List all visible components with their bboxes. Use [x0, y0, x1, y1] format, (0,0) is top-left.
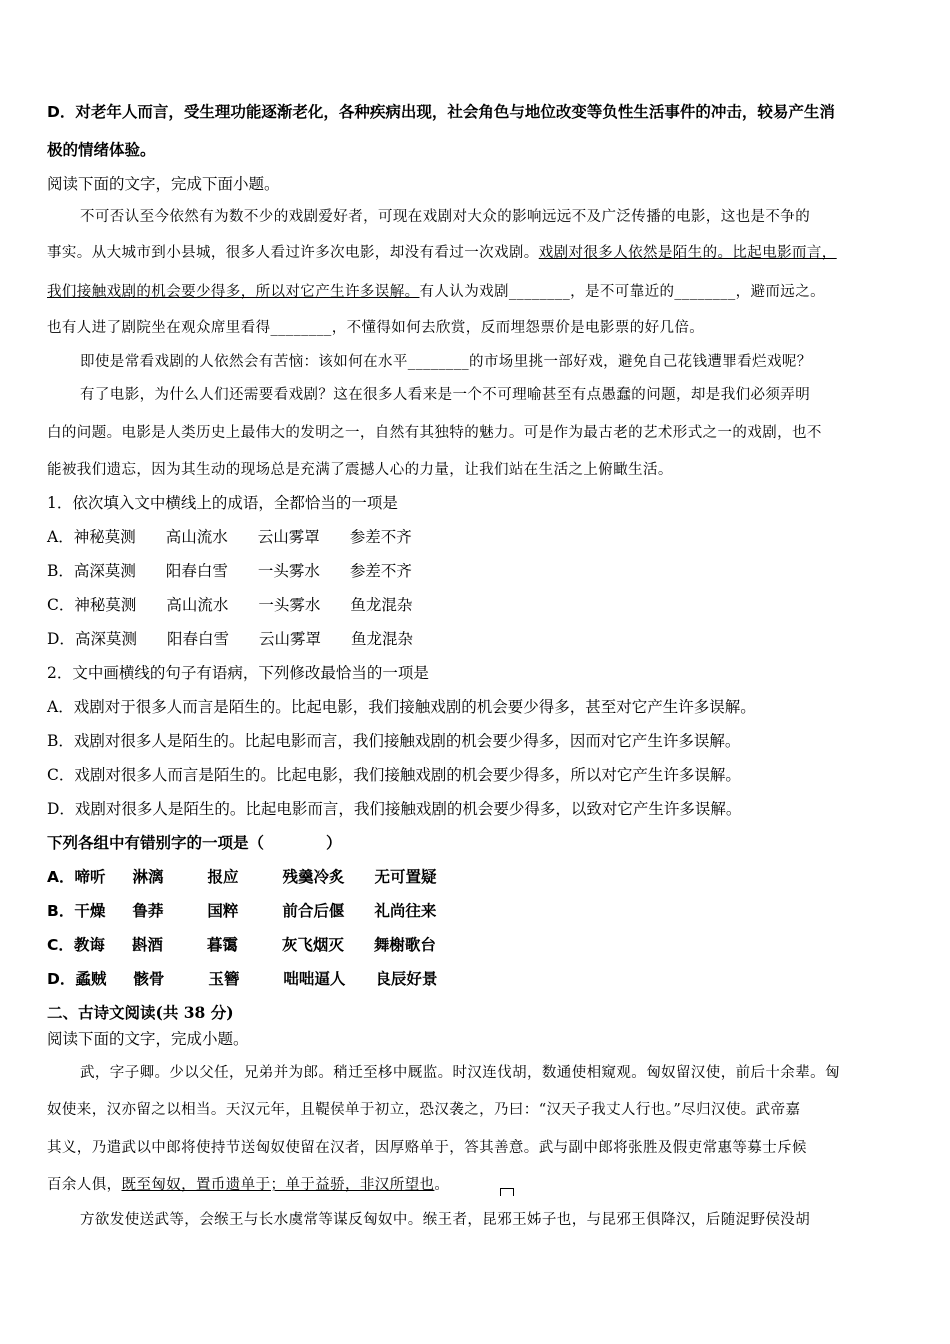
- passage-p1-line2: [47, 243, 837, 263]
- reading-instruction: 阅读下面的文字，完成下面小题。: [47, 175, 280, 193]
- section-2-instruction: 阅读下面的文字，完成小题。: [47, 1030, 249, 1048]
- classical-p2-line1: 方欲发使送武等，会缑王与长水虞常等谋反匈奴中。缑王者，昆邪王姊子也，与昆邪王俱降汉，后随浞野侯没胡: [80, 1212, 811, 1228]
- classical-p1-line1: 武，字子卿。少以父任，兄弟并为郎。稍迁至栘中厩监。时汉连伐胡，数通使相窥观。匈奴留汉使，前后十余辈。匈: [80, 1065, 840, 1081]
- q2-option-d[interactable]: D．戏剧对很多人是陌生的。比起电影而言，我们接触戏剧的机会要少得多，以致对它产生许多误解。: [47, 800, 742, 818]
- section-2-heading: 二、古诗文阅读(共 38 分): [47, 1003, 234, 1022]
- underlined-sentence: 既至匈奴，置币遗单于；单于益骄，非汉所望也: [121, 1177, 435, 1193]
- option-d-continued-line2: 极的情绪体验。: [47, 141, 156, 159]
- passage-p3-line2: 白的问题。电影是人类历史上最伟大的发明之一，自然有其独特的魅力。可是作为最古老的艺术形式之一的戏剧，也不: [47, 425, 822, 441]
- passage-p1-line4: 也有人进了剧院坐在观众席里看得________，不懂得如何去欣赏，反而埋怨票价是电影票的好几倍。: [47, 320, 705, 336]
- q1-option-a[interactable]: A．神秘莫测 高山流水 云山雾罩 参差不齐: [47, 528, 412, 546]
- option-d-continued-line1: D．对老年人而言，受生理功能逐渐老化，各种疾病出现，社会角色与地位改变等负性生活事件的冲击，较易产生消: [47, 103, 835, 121]
- question-2-stem: 2．文中画横线的句子有语病，下列修改最恰当的一项是: [47, 664, 429, 682]
- question-1-stem: 1．依次填入文中横线上的成语，全都恰当的一项是: [47, 494, 398, 512]
- passage-p3-line3: 能被我们遗忘，因为其生动的现场总是充满了震撼人心的力量，让我们站在生活之上俯瞰生活。: [47, 462, 673, 478]
- classical-p1-line3: 其义，乃遣武以中郎将使持节送匈奴使留在汉者，因厚赂单于，答其善意。武与副中郎将张胜及假吏常惠等募士斥候: [47, 1140, 807, 1156]
- text-cursor-mark: [500, 1188, 514, 1196]
- passage-p3-line1: 有了电影，为什么人们还需要看戏剧？这在很多人看来是一个不可理喻甚至有点愚蠢的问题，却是我们必须弄明: [80, 387, 811, 403]
- question-3-stem: 下列各组中有错别字的一项是（ ）: [47, 834, 342, 852]
- q2-option-a[interactable]: A．戏剧对于很多人而言是陌生的。比起电影，我们接触戏剧的机会要少得多，甚至对它产生许多误解。: [47, 698, 756, 716]
- q3-option-d[interactable]: D．蟊贼 骸骨 玉簪 咄咄逼人 良辰好景: [47, 970, 438, 988]
- q2-option-b[interactable]: B．戏剧对很多人是陌生的。比起电影而言，我们接触戏剧的机会要少得多，因而对它产生许多误解。: [47, 732, 741, 750]
- q2-option-c[interactable]: C．戏剧对很多人而言是陌生的。比起电影，我们接触戏剧的机会要少得多，所以对它产生许多误解。: [47, 766, 741, 784]
- passage-p1-line1: 不可否认至今依然有为数不少的戏剧爱好者，可现在戏剧对大众的影响远远不及广泛传播的电影，这也是不争的: [80, 209, 811, 225]
- q3-option-a[interactable]: A．啼听 淋漓 报应 残羹冷炙 无可置疑: [47, 868, 437, 886]
- q3-option-c[interactable]: C．教诲 斟酒 暮霭 灰飞烟灭 舞榭歌台: [47, 936, 436, 954]
- passage-p1-line3: [47, 282, 825, 302]
- underlined-sentence: 戏剧对很多人依然是陌生的。比起电影而言，: [538, 245, 837, 261]
- q1-option-c[interactable]: C．神秘莫测 高山流水 一头雾水 鱼龙混杂: [47, 596, 413, 614]
- passage-p2: 即使是常看戏剧的人依然会有苦恼：该如何在水平________的市场里挑一部好戏，避免自己花钱遭罪看烂戏呢？: [80, 354, 812, 370]
- passage-text: 有人认为戏剧________，是不可靠近的________，避而远之。: [419, 284, 825, 300]
- q1-option-d[interactable]: D．高深莫测 阳春白雪 云山雾罩 鱼龙混杂: [47, 630, 413, 648]
- passage-text: 事实。从大城市到小县城，很多人看过许多次电影，却没有看过一次戏剧。: [47, 245, 539, 261]
- classical-p1-line4: 百余人俱，既至匈奴，置币遗单于；单于益骄，非汉所望也。: [47, 1177, 450, 1193]
- q3-option-b[interactable]: B．干燥 鲁莽 国粹 前合后偃 礼尚往来: [47, 902, 437, 920]
- classical-p1-line2: 奴使来，汉亦留之以相当。天汉元年，且鞮侯单于初立，恐汉袭之，乃曰：“汉天子我丈人行也。”尽归汉使。武帝嘉: [47, 1102, 801, 1118]
- underlined-sentence: 我们接触戏剧的机会要少得多，所以对它产生许多误解。: [47, 284, 420, 300]
- q1-option-b[interactable]: B．高深莫测 阳春白雪 一头雾水 参差不齐: [47, 562, 412, 580]
